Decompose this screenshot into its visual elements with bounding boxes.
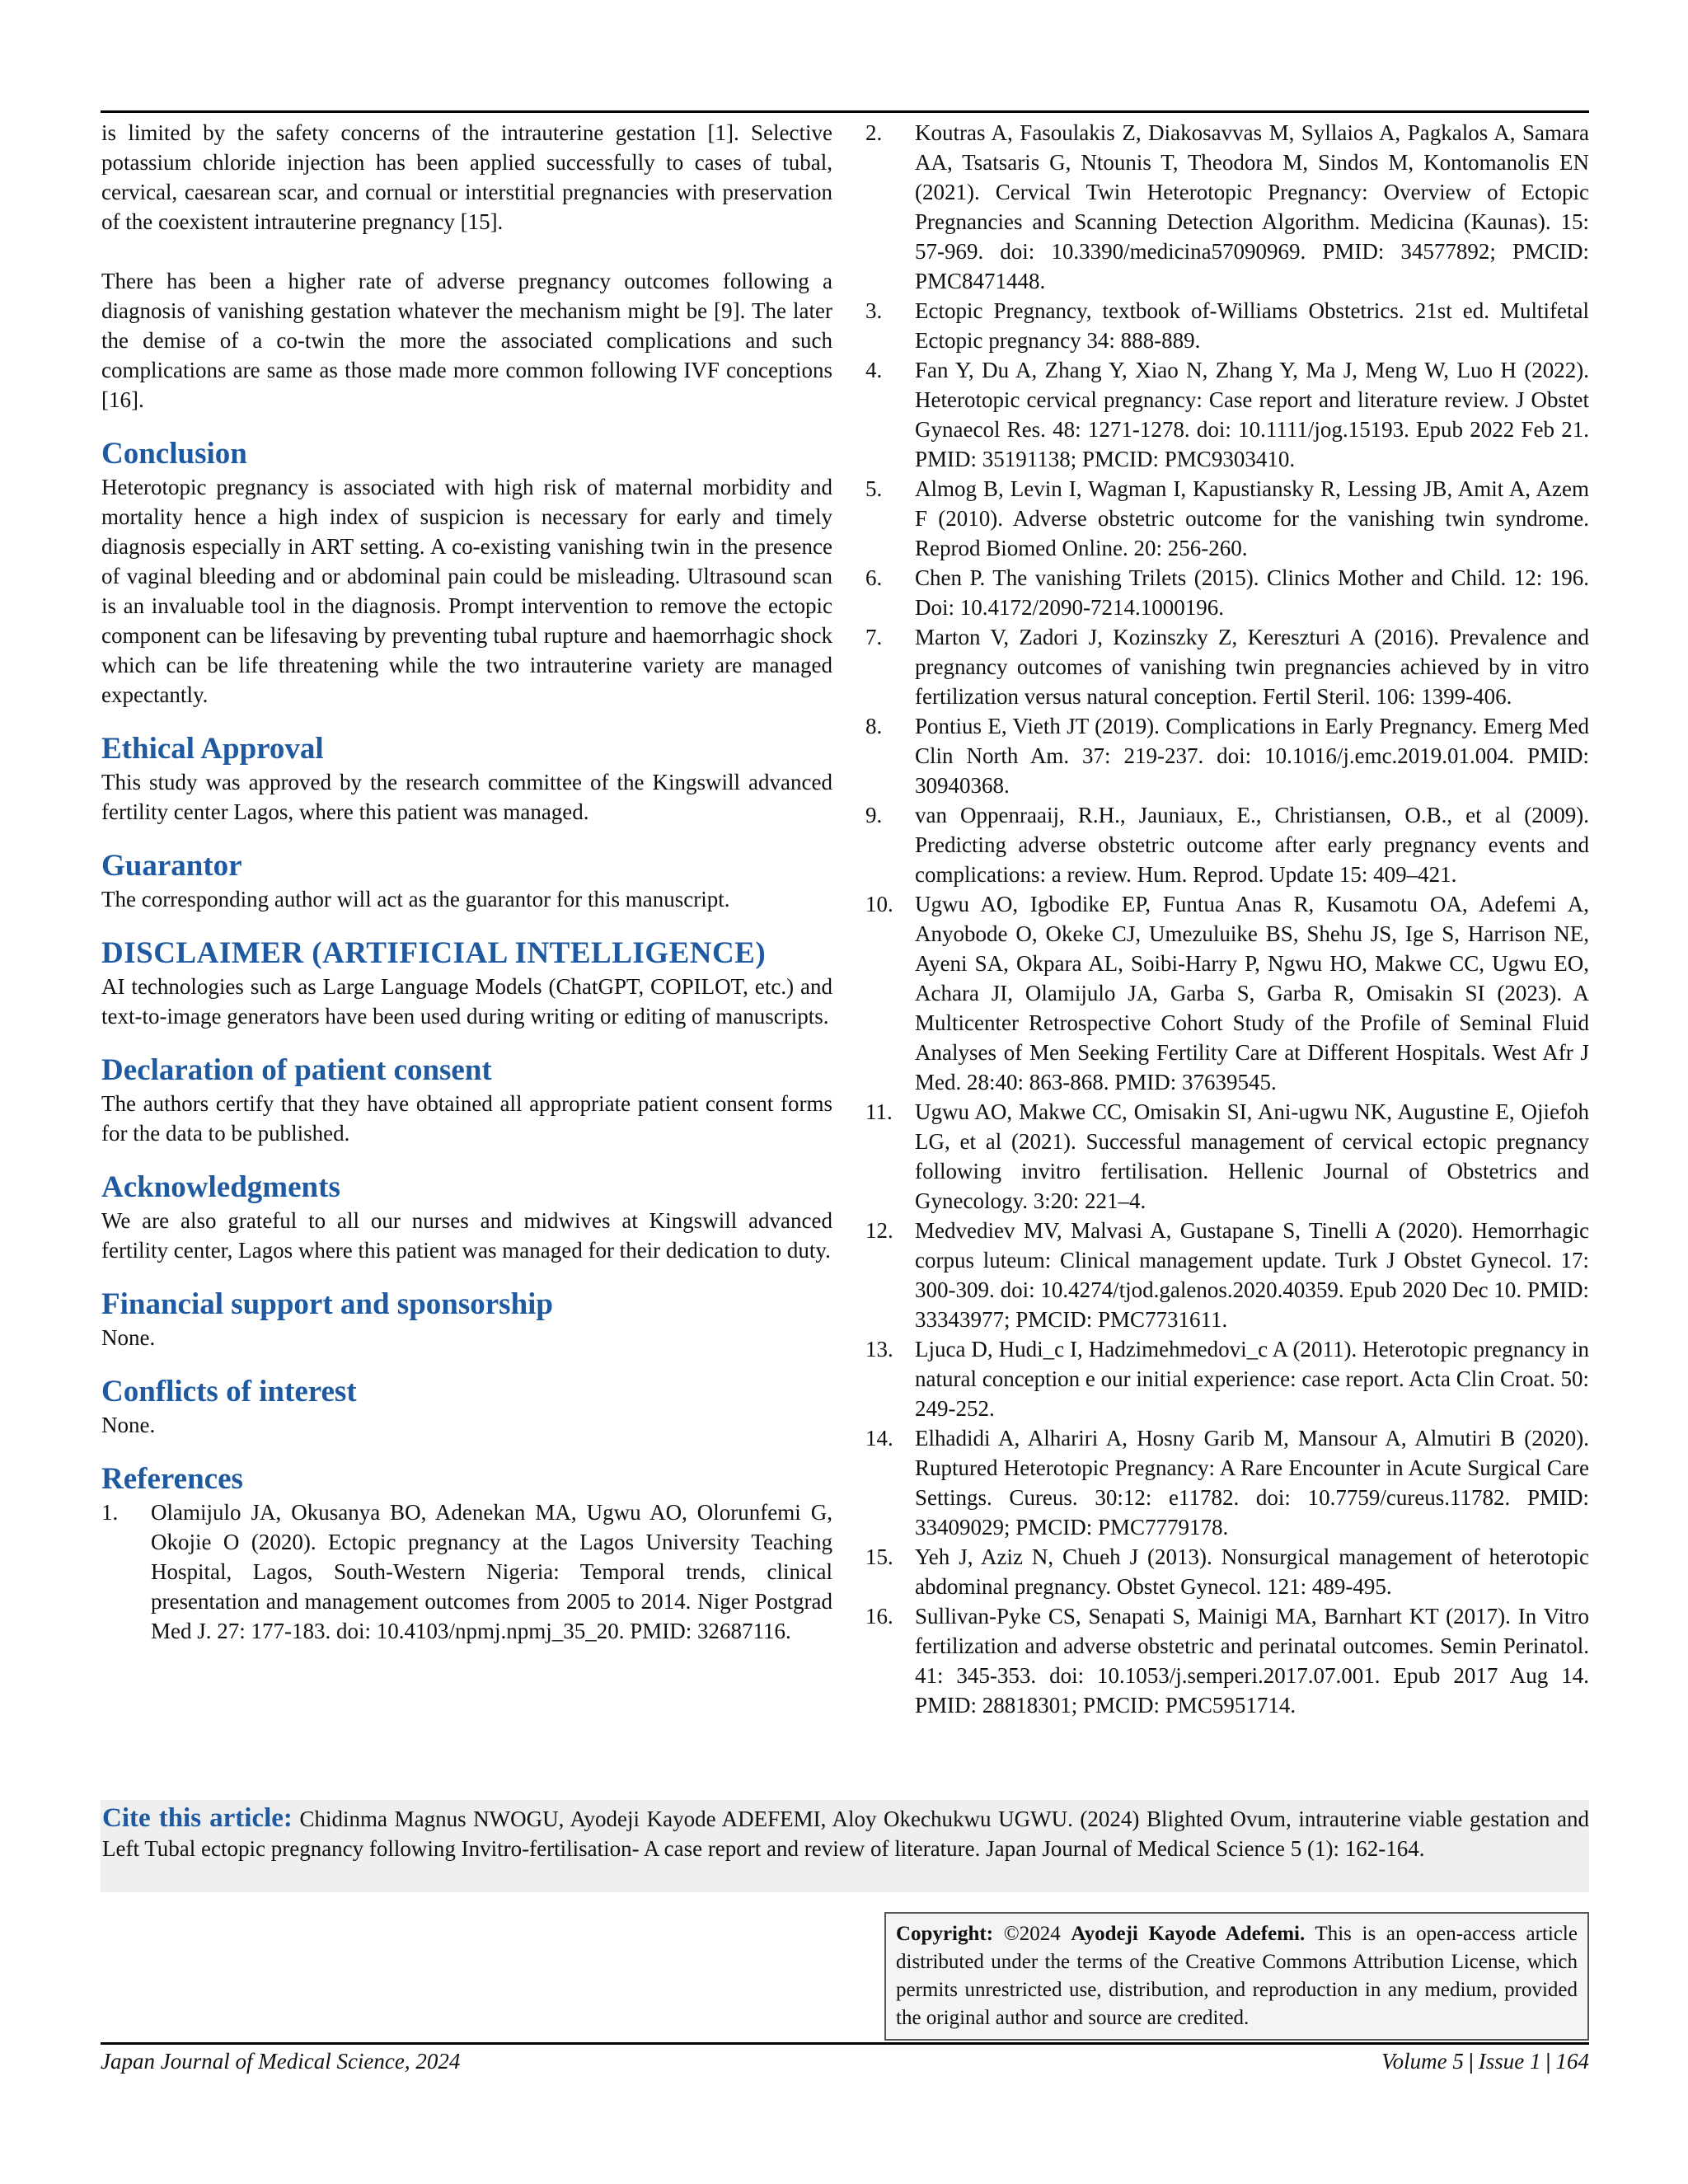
reference-text: Olamijulo JA, Okusanya BO, Adenekan MA, Ugwu AO, Olorunfemi G, Okojie O (2020). Ectopic pregnancy at the Lagos University Teaching Hospital, Lagos, South-Western Nigeria: Temporal trends, clinical presentation and management outcomes from 2005 to 2014. Niger Postgrad Med J. 27: 177-183. doi: 10.4103/npmj.npmj_35_20. PMID: 32687116. (151, 1500, 832, 1643)
reference-number: 6. (865, 565, 883, 590)
reference-item (865, 355, 1589, 474)
reference-item (865, 118, 1589, 296)
reference-text: Ljuca D, Hudi_c I, Hadzimehmedovi_c A (2011). Heterotopic pregnancy in natural conception e our initial experience: case report. Acta Clin Croat. 50: 249-252. (915, 1337, 1589, 1421)
reference-number: 7. (865, 625, 883, 649)
reference-text: Ugwu AO, Igbodike EP, Funtua Anas R, Kusamotu OA, Adefemi A, Anyobode O, Okeke CJ, Umezuluike BS, Shehu JS, Ige S, Harrison NE, Ayeni SA, Okpara AL, Soibi-Harry P, Ngwu HO, Makwe CC, Ugwu EO, Achara JI, Olamijulo JA, Garba S, Garba R, Omisakin SI (2023). A Multicenter Retrospective Cohort Study of the Profile of Seminal Fluid Analyses of Men Seeking Fertility Care at Different Hospitals. West Afr J Med. 28:40: 863-868. PMID: 37639545. (915, 892, 1589, 1094)
reference-text: van Oppenraaij, R.H., Jauniaux, E., Christiansen, O.B., et al (2009). Predicting adverse obstetric outcome after early pregnancy events and complications: a review. Hum. Reprod. Update 15: 409–421. (915, 803, 1589, 887)
reference-text: Pontius E, Vieth JT (2019). Complications in Early Pregnancy. Emerg Med Clin North Am. 37: 219-237. doi: 10.1016/j.emc.2019.01.004. PMID: 30940368. (915, 714, 1589, 798)
reference-number: 12. (865, 1218, 893, 1243)
ethical-approval-text: This study was approved by the research committee of the Kingswill advanced fertility center Lagos, where this patient was managed. (101, 770, 832, 824)
footer-separator: | (1468, 2049, 1474, 2074)
copyright-year: ©2024 (1003, 1923, 1061, 1945)
reference-item (865, 1216, 1589, 1334)
paragraph-intro: is limited by the safety concerns of the intrauterine gestation [1]. Selective potassium chloride injection has been applied successfully to cases of tubal, cervical, caesarean scar, and cornual or interstitial pregnancies with preservation of the coexistent intrauterine pregnancy [15]. (101, 120, 832, 234)
heading-references: References (101, 1462, 243, 1496)
reference-text: Yeh J, Aziz N, Chueh J (2013). Nonsurgical management of heterotopic abdominal pregnancy. Obstet Gynecol. 121: 489-495. (915, 1544, 1589, 1599)
cite-label: Cite this article: (102, 1803, 293, 1833)
reference-item (865, 1423, 1589, 1542)
reference-number: 16. (865, 1604, 893, 1629)
reference-number: 3. (865, 298, 883, 323)
patient-consent-text: The authors certify that they have obtained all appropriate patient consent forms for the data to be published. (101, 1091, 832, 1146)
reference-number: 11. (865, 1099, 893, 1124)
reference-number: 4. (865, 358, 883, 382)
reference-item (865, 622, 1589, 711)
heading-disclaimer: DISCLAIMER (ARTIFICIAL INTELLIGENCE) (101, 936, 767, 970)
reference-text: Marton V, Zadori J, Kozinszky Z, Kereszturi A (2016). Prevalence and pregnancy outcomes of vanishing twin pregnancies achieved by in vitro fertilization versus natural conception. Fertil Steril. 106: 1399-406. (915, 625, 1589, 709)
heading-financial-support: Financial support and sponsorship (101, 1287, 554, 1321)
reference-text: Ugwu AO, Makwe CC, Omisakin SI, Ani-ugwu NK, Augustine E, Ojiefoh LG, et al (2021). Successful management of cervical ectopic pregnancy following invitro fertilisation. Hellenic Journal of Obstetrics and Gynecology. 3:20: 221–4. (915, 1099, 1589, 1213)
cite-this-article (101, 1800, 1589, 1892)
reference-item (865, 474, 1589, 563)
heading-ethical-approval: Ethical Approval (101, 732, 324, 766)
reference-item (865, 296, 1589, 355)
reference-item (865, 1334, 1589, 1423)
conflicts-text: None. (101, 1413, 156, 1437)
reference-number: 10. (865, 892, 893, 916)
copyright-label: Copyright: (896, 1923, 994, 1945)
heading-conflicts: Conflicts of interest (101, 1375, 357, 1408)
bottom-rule (101, 2042, 1589, 2045)
reference-number: 15. (865, 1544, 893, 1569)
footer-journal: Japan Journal of Medical Science, 2024 (101, 2049, 461, 2074)
footer-issue: Issue 1 (1478, 2049, 1541, 2074)
footer-volume-issue-page (1381, 2047, 1589, 2075)
reference-list-right (865, 118, 1589, 1720)
heading-acknowledgments: Acknowledgments (101, 1170, 340, 1204)
reference-number: 8. (865, 714, 883, 738)
paragraph-vanishing-gestation: There has been a higher rate of adverse pregnancy outcomes following a diagnosis of vanishing gestation whatever the mechanism might be [9]. The later the demise of a co-twin the more the associated complications and such complications are same as those made more common following IVF conceptions [16]. (101, 269, 832, 412)
reference-text: Chen P. The vanishing Trilets (2015). Clinics Mother and Child. 12: 196. Doi: 10.4172/2090-7214.1000196. (915, 565, 1589, 620)
reference-number: 1. (101, 1500, 119, 1525)
guarantor-text: The corresponding author will act as the guarantor for this manuscript. (101, 887, 730, 912)
heading-guarantor: Guarantor (101, 849, 242, 883)
top-rule (101, 110, 1589, 113)
reference-number: 5. (865, 476, 883, 501)
copyright-text: This is an open-access article distributed under the terms of the Creative Commons Attribution License, which permits unrestricted use, distribution, and reproduction in any medium, provided the original author and source are credited. (896, 1923, 1578, 2029)
cite-text: Chidinma Magnus NWOGU, Ayodeji Kayode ADEFEMI, Aloy Okechukwu UGWU. (2024) Blighted Ovum, intrauterine viable gestation and Left Tubal ectopic pregnancy following Invitro-fertilisation- A case report and review of literature. Japan Journal of Medical Science 5 (1): 162-164. (102, 1807, 1590, 1861)
reference-text: Medvediev MV, Malvasi A, Gustapane S, Tinelli A (2020). Hemorrhagic corpus luteum: Clinical management update. Turk J Obstet Gynecol. 17: 300-309. doi: 10.4274/tjod.galenos.2020.40359. Epub 2020 Dec 10. PMID: 33343977; PMCID: PMC7731611. (915, 1218, 1589, 1332)
reference-number: 9. (865, 803, 883, 827)
reference-item (865, 1097, 1589, 1216)
reference-text: Elhadidi A, Alhariri A, Hosny Garib M, Mansour A, Almutiri B (2020). Ruptured Heterotopic Pregnancy: A Rare Encounter in Acute Surgical Care Settings. Cureus. 30:12: e11782. doi: 10.7759/cureus.11782. PMID: 33409029; PMCID: PMC7779178. (915, 1426, 1589, 1540)
heading-patient-consent: Declaration of patient consent (101, 1053, 492, 1087)
heading-conclusion: Conclusion (101, 437, 247, 471)
footer-volume: Volume 5 (1381, 2049, 1464, 2074)
left-column (101, 118, 832, 1646)
financial-support-text: None. (101, 1325, 156, 1350)
reference-text: Koutras A, Fasoulakis Z, Diakosavvas M, Syllaios A, Pagkalos A, Samara AA, Tsatsaris G, Ntounis T, Theodora M, Sindos M, Kontomanolis EN (2021). Cervical Twin Heterotopic Pregnancy: Overview of Ectopic Pregnancies and Scanning Detection Algorithm. Medicina (Kaunas). 15: 57-969. doi: 10.3390/medicina57090969. PMID: 34577892; PMCID: PMC8471448. (915, 120, 1589, 293)
copyright-box (884, 1912, 1589, 2041)
reference-item (865, 889, 1589, 1097)
reference-item (101, 1497, 832, 1646)
acknowledgments-text: We are also grateful to all our nurses and midwives at Kingswill advanced fertility center, Lagos where this patient was managed for their dedication to duty. (101, 1208, 832, 1263)
footer-page: 164 (1555, 2049, 1589, 2074)
reference-item (865, 711, 1589, 800)
reference-item (865, 563, 1589, 622)
reference-item (865, 1542, 1589, 1601)
right-column (865, 118, 1589, 1720)
reference-text: Almog B, Levin I, Wagman I, Kapustiansky R, Lessing JB, Amit A, Azem F (2010). Adverse obstetric outcome for the vanishing twin syndrome. Reprod Biomed Online. 20: 256-260. (915, 476, 1589, 560)
reference-number: 13. (865, 1337, 893, 1361)
reference-text: Sullivan-Pyke CS, Senapati S, Mainigi MA, Barnhart KT (2017). In Vitro fertilization and adverse obstetric and perinatal outcomes. Semin Perinatol. 41: 345-353. doi: 10.1053/j.semperi.2017.07.001. Epub 2017 Aug 14. PMID: 28818301; PMCID: PMC5951714. (915, 1604, 1589, 1718)
reference-item (865, 800, 1589, 889)
disclaimer-text: AI technologies such as Large Language Models (ChatGPT, COPILOT, etc.) and text-to-image generators have been used during writing or editing of manuscripts. (101, 974, 832, 1029)
reference-text: Fan Y, Du A, Zhang Y, Xiao N, Zhang Y, Ma J, Meng W, Luo H (2022). Heterotopic cervical pregnancy: Case report and literature review. J Obstet Gynaecol Res. 48: 1271-1278. doi: 10.1111/jog.15193. Epub 2022 Feb 21. PMID: 35191138; PMCID: PMC9303410. (915, 358, 1589, 471)
reference-number: 14. (865, 1426, 893, 1451)
reference-number: 2. (865, 120, 883, 145)
reference-text: Ectopic Pregnancy, textbook of-Williams Obstetrics. 21st ed. Multifetal Ectopic pregnancy 34: 888-889. (915, 298, 1589, 353)
footer-separator: | (1545, 2049, 1551, 2074)
reference-list-left (101, 1497, 832, 1646)
copyright-author: Ayodeji Kayode Adefemi. (1071, 1923, 1306, 1945)
conclusion-text: Heterotopic pregnancy is associated with high risk of maternal morbidity and mortality hence a high index of suspicion is necessary for early and timely diagnosis especially in ART setting. A co-existing vanishing twin in the presence of vaginal bleeding and or abdominal pain could be misleading. Ultrasound scan is an invaluable tool in the diagnosis. Prompt intervention to remove the ectopic component can be lifesaving by preventing tubal rupture and haemorrhagic shock which can be life threatening while the two intrauterine variety are managed expectantly. (101, 475, 832, 707)
reference-item (865, 1601, 1589, 1720)
